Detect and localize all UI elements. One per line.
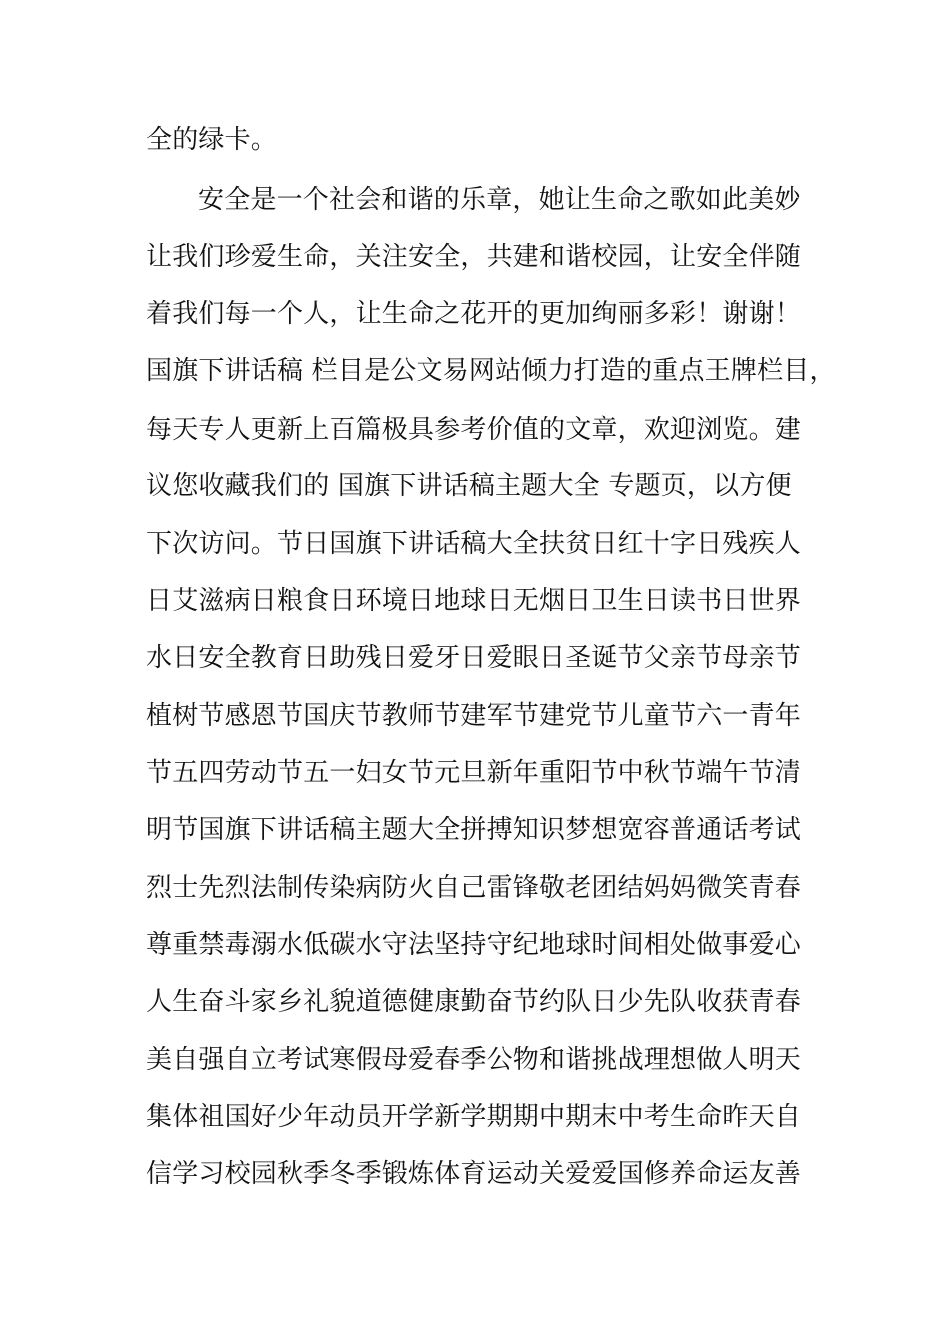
text-line: 下次访问。节日国旗下讲话稿大全扶贫日红十字日残疾人 (146, 529, 802, 559)
text-line: 着我们每一个人，让生命之花开的更加绚丽多彩！谢谢！ (146, 299, 802, 329)
text-line: 集体祖国好少年动员开学新学期期中期末中考生命昨天自 (146, 1102, 802, 1132)
text-line: 美自强自立考试寒假母爱春季公物和谐挑战理想做人明天 (146, 1045, 802, 1075)
text-line: 让我们珍爱生命，关注安全，共建和谐校园，让安全伴随 (146, 242, 802, 272)
text-line: 水日安全教育日助残日爱牙日爱眼日圣诞节父亲节母亲节 (146, 643, 802, 673)
text-line: 日艾滋病日粮食日环境日地球日无烟日卫生日读书日世界 (146, 586, 802, 616)
text-line: 国旗下讲话稿 栏目是公文易网站倾力打造的重点王牌栏目， (146, 356, 836, 386)
text-line: 节五四劳动节五一妇女节元旦新年重阳节中秋节端午节清 (146, 758, 802, 788)
text-line: 每天专人更新上百篇极具参考价值的文章，欢迎浏览。建 (146, 415, 802, 445)
text-line: 全的绿卡。 (146, 125, 278, 155)
text-line: 议您收藏我们的 国旗下讲话稿主题大全 专题页，以方便 (146, 471, 792, 501)
text-line: 人生奋斗家乡礼貌道德健康勤奋节约队日少先队收获青春 (146, 987, 802, 1017)
text-line: 信学习校园秋季冬季锻炼体育运动关爱爱国修养命运友善 (146, 1159, 802, 1189)
text-line: 尊重禁毒溺水低碳水守法坚持守纪地球时间相处做事爱心 (146, 930, 802, 960)
paragraph-first-line: 安全是一个社会和谐的乐章，她让生命之歌如此美妙 (198, 185, 801, 215)
text-line: 明节国旗下讲话稿主题大全拼搏知识梦想宽容普通话考试 (146, 815, 802, 845)
text-line: 烈士先烈法制传染病防火自己雷锋敬老团结妈妈微笑青春 (146, 873, 802, 903)
text-line: 植树节感恩节国庆节教师节建军节建党节儿童节六一青年 (146, 701, 802, 731)
